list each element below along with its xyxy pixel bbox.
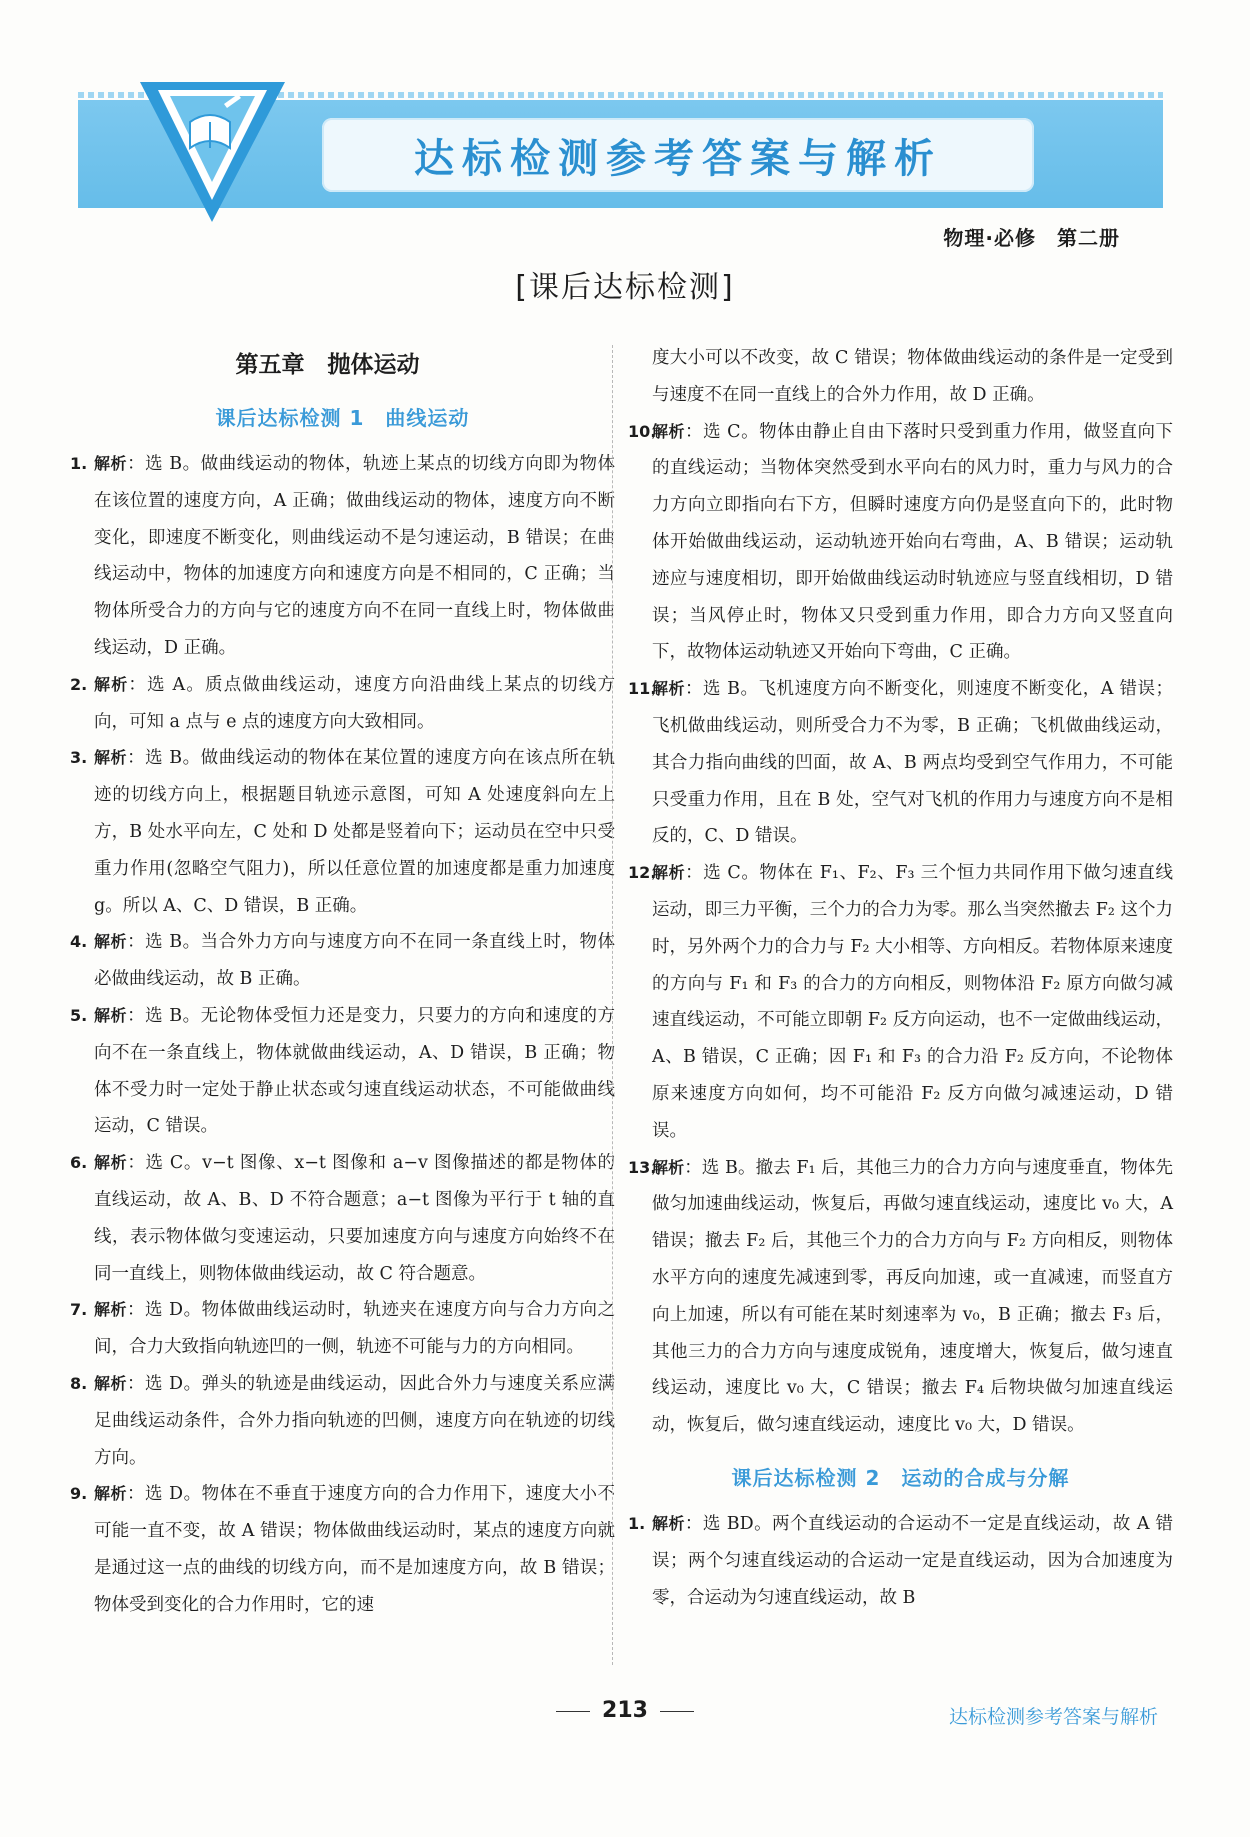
right-column [628,340,1173,1616]
item-number: 12. [628,863,657,883]
answer-item [70,446,615,667]
analysis-label: 解析 [94,1005,128,1025]
answer-text: ：选 A。质点做曲线运动，速度方向沿曲线上某点的切线方向，可知 a 点与 e 点的速度方向大致相同。 [94,674,615,732]
answer-item [628,1150,1173,1444]
answer-item [70,1366,615,1476]
analysis-label: 解析 [94,748,128,768]
answer-text: ：选 B。飞机速度方向不断变化，则速度不断变化，A 错误；飞机做曲线运动，则所受合力不为零，B 正确；飞机做曲线运动，其合力指向曲线的凹面，故 A、B 两点均受到空气作用力，不可能只受重力作用，且在 B 处，空气对飞机的作用力与速度方向不是相反的，C、D 错误。 [652,679,1173,847]
item-number: 4. [70,932,88,952]
answer-text: ：选 B。做曲线运动的物体在某位置的速度方向在该点所在轨迹的切线方向上，根据题目轨迹示意图，可知 A 处速度斜向左上方，B 处水平向左，C 处和 D 处都是竖着向下；运动员在空中只受重力作用(忽略空气阻力)，所以任意位置的加速度都是重力加速度 g。所以 A、C、D 错误，B 正确。 [94,748,615,916]
continued-text: 度大小可以不改变，故 C 错误；物体做曲线运动的条件是一定受到与速度不在同一直线上的合外力作用，故 D 正确。 [652,348,1173,405]
analysis-label: 解析 [94,1153,128,1173]
answer-item [70,924,615,998]
answer-item [70,998,615,1145]
footer-note: 达标检测参考答案与解析 [948,1706,1158,1728]
page-title: 达标检测参考答案与解析 [414,134,942,182]
answer-text: ：选 C。物体在 F₁、F₂、F₃ 三个恒力共同作用下做匀速直线运动，即三力平衡，三个力的合力为零。那么当突然撤去 F₂ 这个力时，另外两个力的合力与 F₂ 大小相等、方向相反。若物体原来速度的方向与 F₁ 和 F₃ 的合力的方向相反，则物体沿 F₂ 原方向做匀减速直线运动，不可能立即朝 F₂ 反方向运动，也不一定做曲线运动，A、B 错误，C 正确；因 F₁ 和 F₃ 的合力沿 F₂ 反方向，不论物体原来速度方向如何，均不可能沿 F₂ 反方向做匀减速运动，D 错误。 [652,863,1173,1141]
answer-item [628,855,1173,1149]
answer-text: ：选 B。当合外力方向与速度方向不在同一条直线上时，物体必做曲线运动，故 B 正确。 [94,932,615,990]
answer-item [70,1145,615,1292]
section-heading: [课后达标检测] [515,270,735,305]
item-number: 13. [628,1157,657,1177]
book-pen-logo-icon [140,82,285,222]
answer-item [70,740,615,924]
column-divider [612,345,613,1665]
answer-item [70,1292,615,1366]
left-column [70,340,615,1624]
chapter-title: 第五章 抛体运动 [235,351,420,378]
lesson-title: 课后达标检测 1 曲线运动 [215,406,470,430]
analysis-label: 解析 [94,1484,127,1504]
item-number: 9. [70,1484,88,1504]
page-number: 213 [0,1698,1250,1723]
answer-text: ：选 D。物体做曲线运动时，轨迹夹在速度方向与合力方向之间，合力大致指向轨迹凹的一侧，轨迹不可能与力的方向相同。 [94,1300,615,1358]
item-number: 6. [70,1153,88,1173]
item-number: 3. [70,748,88,768]
answer-text: ：选 D。物体在不垂直于速度方向的合力作用下，速度大小不可能一直不变，故 A 错误；物体做曲线运动时，某点的速度方向就是通过这一点的曲线的切线方向，而不是加速度方向，故 B 错误；物体受到变化的合力作用时，它的速 [94,1484,615,1615]
analysis-label: 解析 [652,863,686,883]
analysis-label: 解析 [652,1513,685,1533]
item-number: 7. [70,1300,88,1320]
answer-text: ：选 D。弹头的轨迹是曲线运动，因此合外力与速度关系应满足曲线运动条件，合外力指向轨迹的凹侧，速度方向在轨迹的切线方向。 [94,1373,615,1468]
analysis-label: 解析 [94,454,128,473]
answer-text: ：选 B。撤去 F₁ 后，其他三力的合力方向与速度垂直，物体先做匀加速曲线运动，恢复后，再做匀速直线运动，速度比 v₀ 大，A 错误；撤去 F₂ 后，其他三个力的合力方向与 F₂ 方向相反，则物体水平方向的速度先减速到零，再反向加速，或一直减速，而竖直方向上加速，所以有可能在某时刻速率为 v₀，B 正确；撤去 F₃ 后，其他三力的合力方向与速度成锐角，速度增大，恢复后，做匀速直线运动，速度比 v₀ 大，C 错误；撤去 F₄ 后物块做匀加速直线运动，恢复后，做匀速直线运动，速度比 v₀ 大，D 错误。 [652,1157,1173,1436]
answer-text: ：选 C。物体由静止自由下落时只受到重力作用，做竖直向下的直线运动；当物体突然受到水平向右的风力时，重力与风力的合力方向立即指向右下方，但瞬时速度方向仍是竖直向下的，此时物体开始做曲线运动，运动轨迹开始向右弯曲，A、B 错误；运动轨迹应与速度相切，即开始做曲线运动时轨迹应与竖直线相切，D 错误；当风停止时，物体又只受到重力作用，即合力方向又竖直向下，故物体运动轨迹又开始向下弯曲，C 正确。 [652,421,1173,663]
answer-text: ：选 BD。两个直线运动的合运动不一定是直线运动，故 A 错误；两个匀速直线运动的合运动一定是直线运动，因为合加速度为零，合运动为匀速直线运动，故 B [652,1513,1173,1608]
answer-item [628,414,1173,672]
analysis-label: 解析 [94,1373,127,1393]
answer-item [70,1476,615,1623]
answer-item [70,667,615,741]
answer-text: ：选 C。v−t 图像、x−t 图像和 a−v 图像描述的都是物体的直线运动，故 A、B、D 不符合题意；a−t 图像为平行于 t 轴的直线，表示物体做匀变速运动，只要加速度方向与速度方向始终不在同一直线上，则物体做曲线运动，故 C 符合题意。 [94,1153,615,1284]
item-number: 8. [70,1373,88,1393]
item-number: 1. [628,1513,646,1533]
banner-title-box [322,118,1034,192]
answer-item [628,671,1173,855]
analysis-label: 解析 [652,421,686,441]
answer-text: ：选 B。做曲线运动的物体，轨迹上某点的切线方向即为物体在该位置的速度方向，A 正确；做曲线运动的物体，速度方向不断变化，即速度不断变化，则曲线运动不是匀速运动，B 错误；在曲线运动中，物体的加速度方向和速度方向是不相同的，C 正确；当物体所受合力的方向与它的速度方向不在同一直线上时，物体做曲线运动，D 正确。 [94,454,615,658]
item-number: 10. [628,421,657,441]
lesson-title-2: 课后达标检测 2 运动的合成与分解 [731,1465,1070,1490]
analysis-label: 解析 [94,1300,127,1320]
answer-text: ：选 B。无论物体受恒力还是变力，只要力的方向和速度的方向不在一条直线上，物体就做曲线运动，A、D 错误，B 正确；物体不受力时一定处于静止状态或匀速直线运动状态，不可能做曲线运动，C 错误。 [94,1005,615,1137]
analysis-label: 解析 [94,674,129,694]
subject-label: 物理·必修 第二册 [943,226,1120,250]
item-number: 11. [628,679,657,699]
item-number: 1. [70,454,88,473]
analysis-label: 解析 [652,679,686,699]
analysis-label: 解析 [94,932,128,952]
analysis-label: 解析 [652,1157,685,1177]
item-number: 5. [70,1005,88,1025]
answer-item [628,1506,1173,1616]
item-number: 2. [70,674,88,694]
